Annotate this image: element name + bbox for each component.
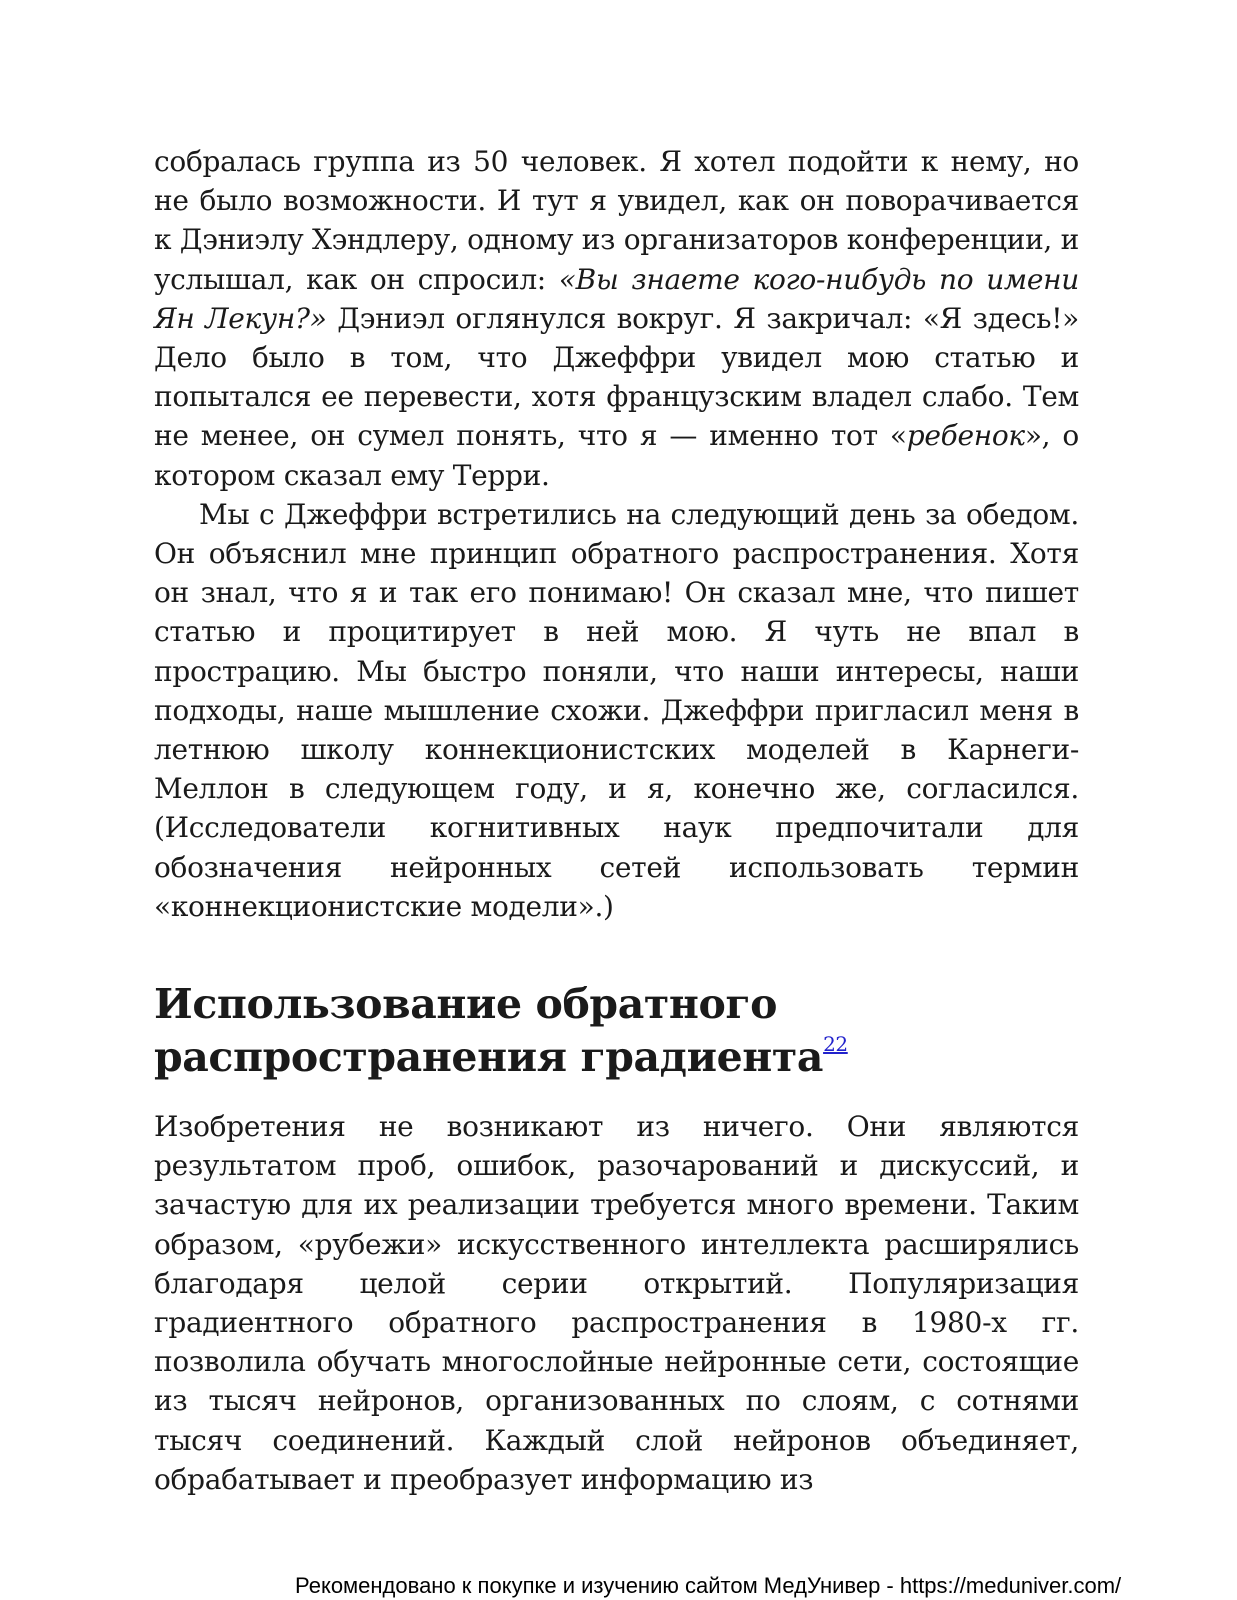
paragraph-text: Дэниэл оглянулся вокруг. Я закричал: «Я здесь!» Дело было в том, что Джеффри увидел мою статью и попытался ее перевести, хотя французским владел слабо. Тем не менее, он сумел понять, что я — именно тот « bbox=[154, 301, 1079, 453]
italic-word: ребенок bbox=[906, 419, 1025, 453]
paragraph-text: Мы с Джеффри встретились на следующий день за обедом. Он объяснил мне принцип обратного распространения. Хотя он знал, что я и так его понимаю! Он сказал мне, что пишет статью и процитирует в ней мою. Я чуть не впал в прострацию. Мы быстро поняли, что наши интересы, наши подходы, наше мышление схожи. Джеффри пригласил меня в летнюю школу коннекционистских моделей в Карнеги-Меллон в следующем году, и я, конечно же, согласился. (Исследователи когнитивных наук предпочитали для обозначения нейронных сетей использовать термин «коннекционистские модели».) bbox=[154, 497, 1079, 923]
paragraph-text: », о котором сказал ему Терри. bbox=[154, 419, 1079, 492]
body-paragraph-1 bbox=[154, 142, 1079, 495]
footnote-superscript bbox=[823, 1032, 848, 1056]
paragraph-text: Изобретения не возникают из ничего. Они являются результатом проб, ошибок, разочарований и дискуссий, и зачастую для их реализации требуется много времени. Таким образом, «рубежи» искусственного интеллекта расширялись благодаря целой серии открытий. Популяризация градиентного обратного распространения в 1980-х гг. позволила обучать многослойные нейронные сети, состоящие из тысяч нейронов, организованных по слоям, с сотнями тысяч соединений. Каждый слой нейронов объединяет, обрабатывает и преобразует информацию из bbox=[154, 1110, 1079, 1496]
section-heading-text: Использование обратного распространения градиента bbox=[154, 980, 824, 1082]
page-content bbox=[154, 142, 1079, 1499]
body-paragraph-3 bbox=[154, 1107, 1079, 1499]
section-heading bbox=[154, 978, 1079, 1084]
footer-recommendation: Рекомендовано к покупке и изучению сайтом МедУнивер - https://meduniver.com/ bbox=[295, 1573, 1122, 1598]
paragraph-text: собралась группа из 50 человек. Я хотел подойти к нему, но не было возможности. И тут я увидел, как он поворачивается к Дэниэлу Хэндлеру, одному из организаторов конференции, и услышал, как он спросил: bbox=[154, 145, 1079, 296]
italic-quote: «Вы знаете кого-нибудь по имени Ян Лекун?» bbox=[154, 262, 1079, 335]
body-paragraph-2 bbox=[154, 495, 1079, 926]
footnote-link[interactable]: 22 bbox=[823, 1032, 848, 1057]
